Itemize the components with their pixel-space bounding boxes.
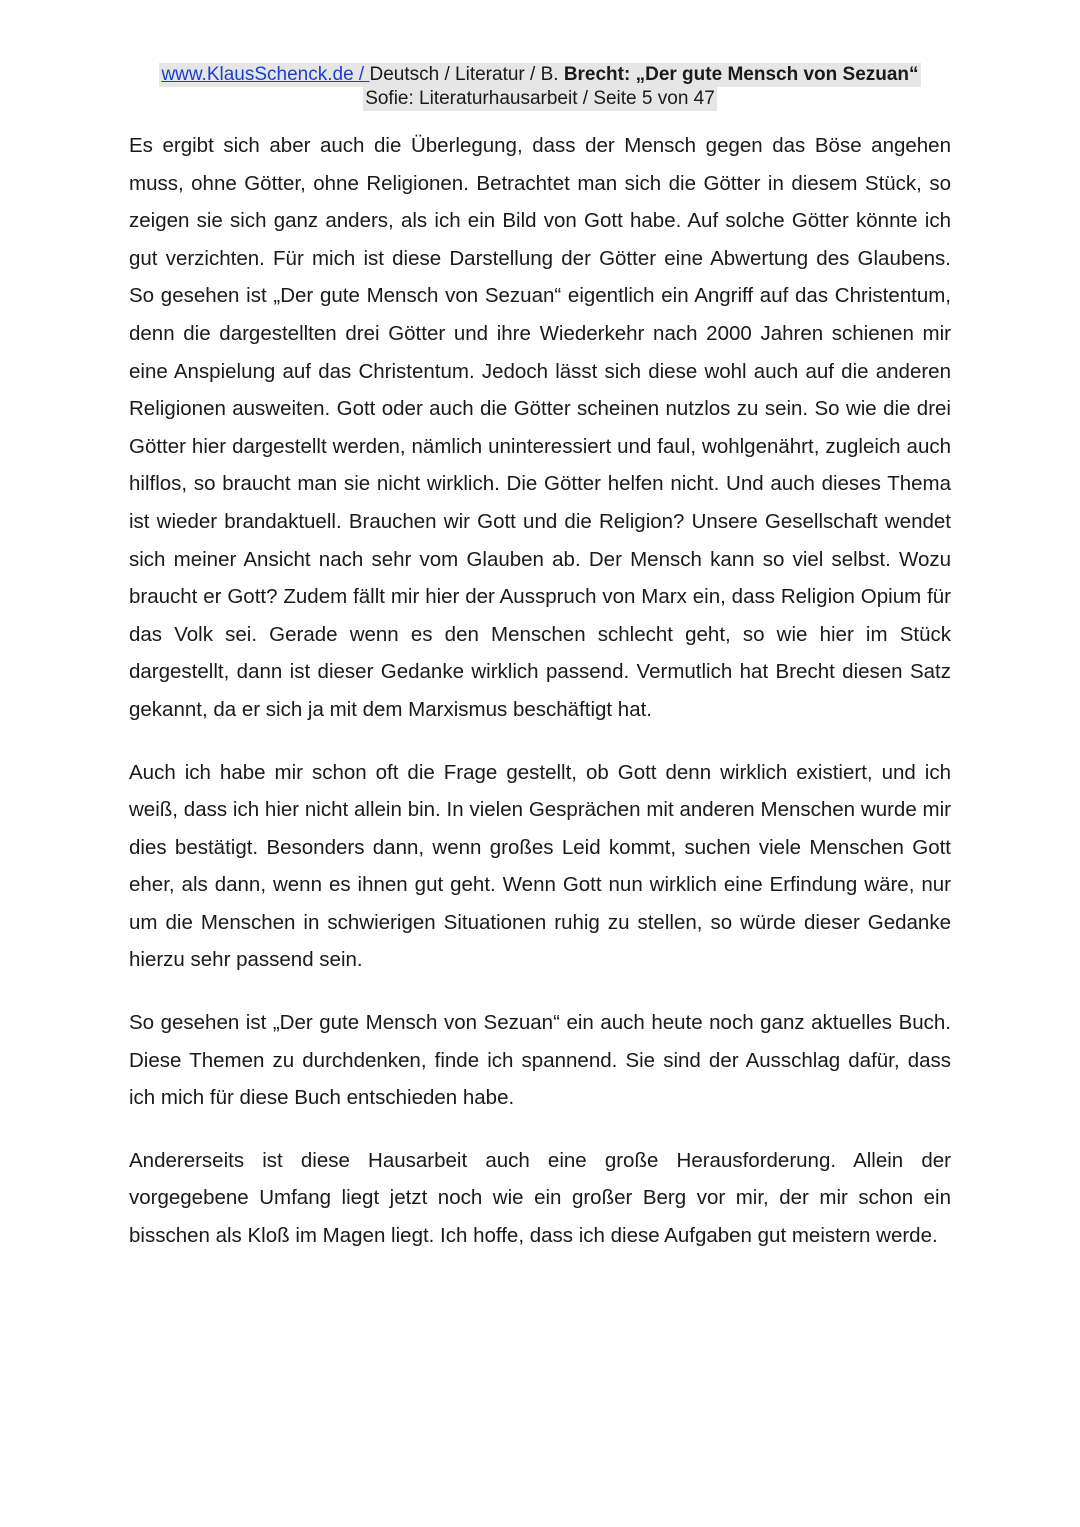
page-header (0, 63, 1080, 111)
breadcrumb-path: Deutsch / Literatur / B. (369, 64, 564, 85)
header-line-2 (0, 87, 1080, 111)
paragraph-3: So gesehen ist „Der gute Mensch von Sezuan“ ein auch heute noch ganz aktuelles Buch. Diese Themen zu durchdenken, finde ich spannend. Sie sind der Ausschlag dafür, dass ich mich für diese Buch entschieden habe. (129, 1011, 951, 1110)
header-line-1-highlight (159, 63, 920, 87)
paragraph-2: Auch ich habe mir schon oft die Frage gestellt, ob Gott denn wirklich existiert, und ich weiß, dass ich hier nicht allein bin. In vielen Gesprächen mit anderen Menschen wurde mir dies bestätigt. Besonders dann, wenn großes Leid kommt, suchen viele Menschen Gott eher, als dann, wenn es ihnen gut geht. Wenn Gott nun wirklich eine Erfindung wäre, nur um die Menschen in schwierigen Situationen ruhig zu stellen, so würde dieser Gedanke hierzu sehr passend sein. (129, 760, 951, 972)
page-info: Sofie: Literaturhausarbeit / Seite 5 von 47 (365, 88, 715, 109)
site-link[interactable]: www.KlausSchenck.de (161, 64, 354, 85)
document-body (129, 127, 951, 1280)
document-title: Brecht: „Der gute Mensch von Sezuan“ (563, 64, 919, 85)
header-line-1 (0, 63, 1080, 87)
link-separator[interactable]: / (353, 64, 370, 85)
paragraph-1: Es ergibt sich aber auch die Überlegung, dass der Mensch gegen das Böse angehen muss, ohne Götter, ohne Religionen. Betrachtet man sich die Götter in diesem Stück, so zeigen sie sich ganz anders, als ich ein Bild von Gott habe. Auf solche Götter könnte ich gut verzichten. Für mich ist diese Darstellung der Götter eine Abwertung des Glaubens. So gesehen ist „Der gute Mensch von Sezuan“ eigentlich ein Angriff auf das Christentum, denn die dargestellten drei Götter und ihre Wiederkehr nach 2000 Jahren schienen mir eine Anspielung auf das Christentum. Jedoch lässt sich diese wohl auch auf die anderen Religionen ausweiten. Gott oder auch die Götter scheinen nutzlos zu sein. So wie die drei Götter hier dargestellt werden, nämlich uninteressiert und faul, wohlgenährt, zugleich auch hilflos, so braucht man sie nicht wirklich. Die Götter helfen nicht. Und auch dieses Thema ist wieder brandaktuell. Brauchen wir Gott und die Religion? Unsere Gesellschaft wendet sich meiner Ansicht nach sehr vom Glauben ab. Der Mensch kann so viel selbst. Wozu braucht er Gott? Zudem fällt mir hier der Ausspruch von Marx ein, dass Religion Opium für das Volk sei. Gerade wenn es den Menschen schlecht geht, so wie hier im Stück dargestellt, dann ist dieser Gedanke wirklich passend. Vermutlich hat Brecht diesen Satz gekannt, da er sich ja mit dem Marxismus beschäftigt hat. (129, 134, 951, 721)
paragraph-4: Andererseits ist diese Hausarbeit auch eine große Herausforderung. Allein der vorgegebene Umfang liegt jetzt noch wie ein großer Berg vor mir, der mir schon ein bisschen als Kloß im Magen liegt. Ich hoffe, dass ich diese Aufgaben gut meistern werde. (129, 1148, 951, 1248)
